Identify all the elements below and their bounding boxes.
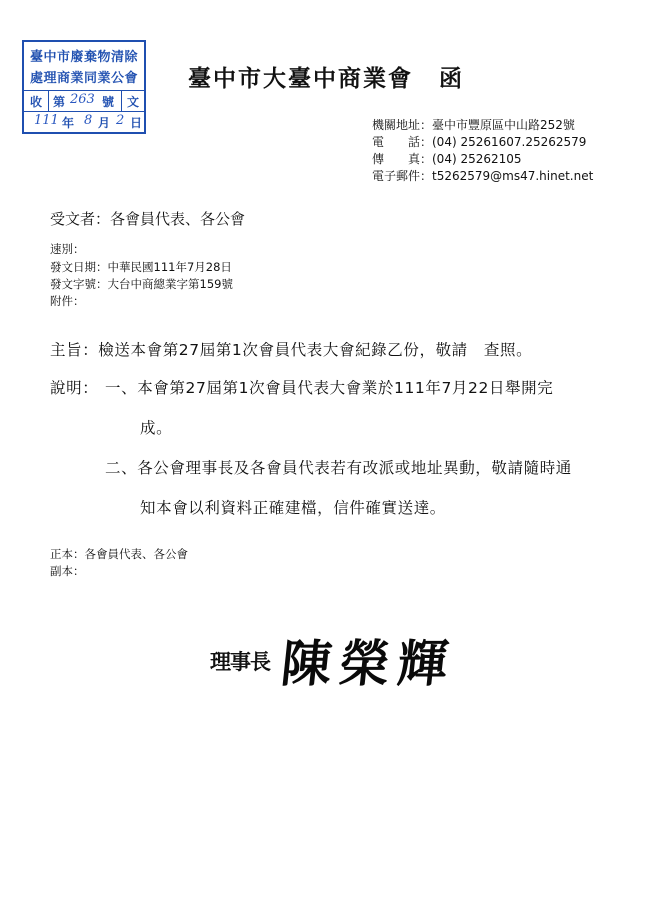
stamp-year-label: 年 <box>62 116 75 130</box>
stamp-receipt-label: 收 <box>30 95 43 109</box>
contact-phone: 電 話：(04) 25261607.25262579 <box>372 135 587 149</box>
stamp-date-year: 111 <box>34 113 59 128</box>
document-title <box>188 60 464 93</box>
stamp-date-month: 8 <box>84 113 93 128</box>
description-item2-line1: 二、各公會理事長及各會員代表若有改派或地址異動，敬請隨時通 <box>105 459 572 477</box>
stamp-number-value: 263 <box>70 92 95 107</box>
stamp-date-row <box>24 111 144 133</box>
org-name: 臺中市大臺中商業會 <box>188 65 413 92</box>
stamp-number-prefix: 第 <box>53 95 66 109</box>
carbon-copy-line: 副本： <box>50 564 85 578</box>
meta-issue-number: 發文字號：大台中商總業字第159號 <box>50 277 233 291</box>
stamp-org-line2: 處理商業同業公會 <box>29 71 138 86</box>
stamp-doc-label: 文 <box>127 95 140 109</box>
stamp-number-suffix: 號 <box>102 95 115 109</box>
signature-role: 理事長 <box>210 650 270 674</box>
recipient-line: 受文者：各會員代表、各公會 <box>50 210 246 228</box>
stamp-date-day: 2 <box>116 113 125 128</box>
description-item1-line2: 成。 <box>140 419 173 437</box>
contact-email: 電子郵件：t5262579@ms47.hinet.net <box>372 169 594 183</box>
contact-address: 機關地址：臺中市豐原區中山路252號 <box>372 118 575 132</box>
stamp-day-label: 日 <box>130 116 143 130</box>
description-label: 說明： <box>50 379 99 397</box>
meta-issue-date: 發文日期：中華民國111年7月28日 <box>50 260 232 274</box>
description-item1-line1: 一、本會第27屆第1次會員代表大會業於111年7月22日舉開完 <box>105 379 554 397</box>
stamp-number-row <box>24 90 144 112</box>
meta-speed: 速別： <box>50 242 85 256</box>
meta-attachment: 附件： <box>50 294 85 308</box>
stamp-divider <box>121 91 122 112</box>
signature-block <box>210 622 470 692</box>
main-copy-line: 正本：各會員代表、各公會 <box>50 547 188 561</box>
stamp-org-line1: 臺中市廢棄物清除 <box>29 50 138 65</box>
signature-name: 陳榮輝 <box>278 634 459 693</box>
description-item2-line2: 知本會以利資料正確建檔，信件確實送達。 <box>140 499 446 517</box>
doc-type: 函 <box>439 65 464 92</box>
stamp-month-label: 月 <box>98 116 111 130</box>
subject-line: 主旨：檢送本會第27屆第1次會員代表大會紀錄乙份，敬請 查照。 <box>50 341 533 359</box>
stamp-divider <box>48 91 49 112</box>
contact-fax: 傳 真：(04) 25262105 <box>372 152 522 166</box>
receipt-stamp <box>22 40 146 134</box>
